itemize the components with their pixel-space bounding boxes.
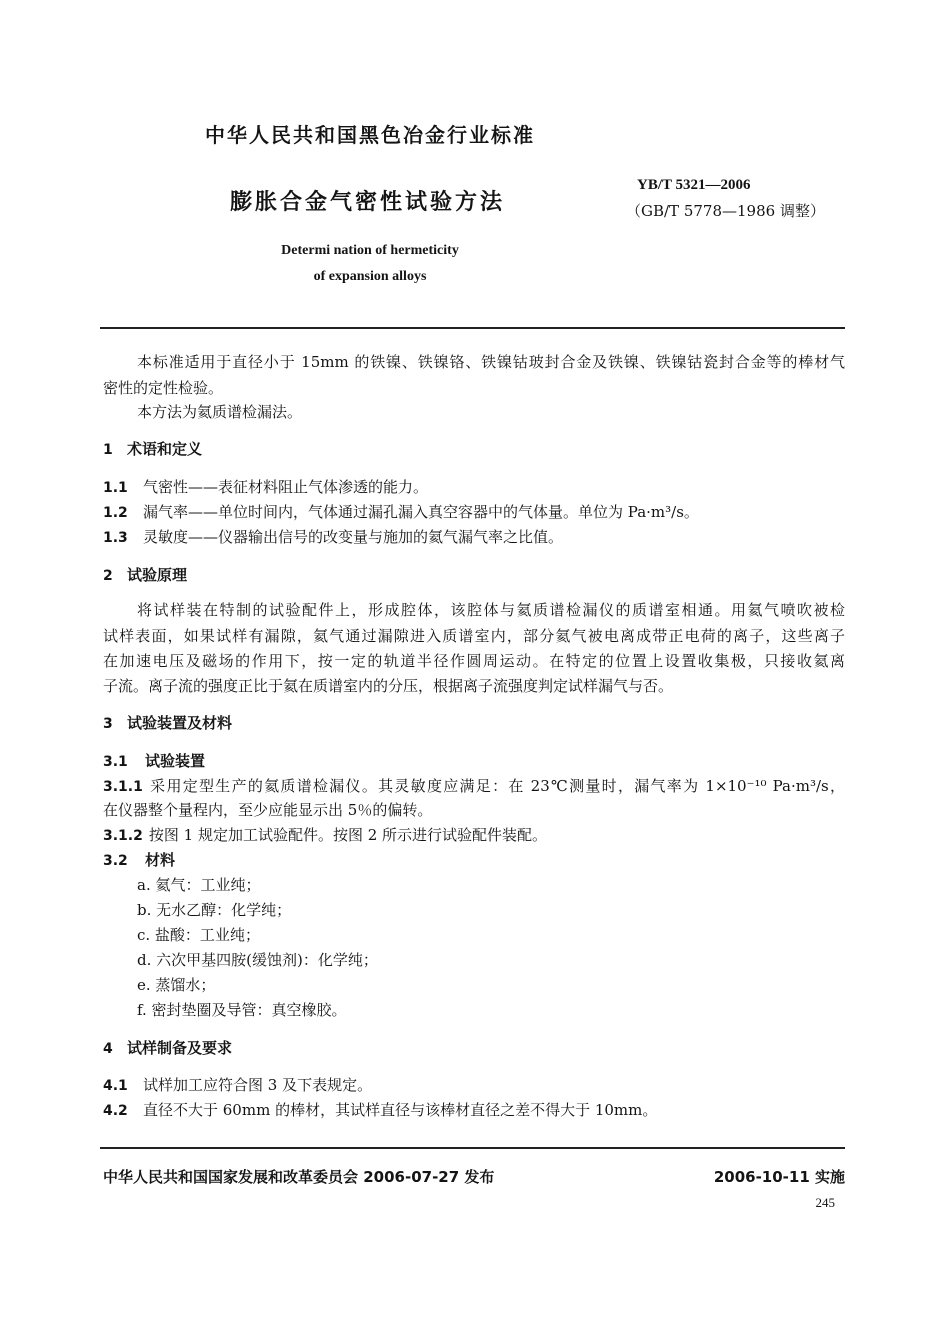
material-item-c: c. 盐酸：工业纯； xyxy=(137,926,260,944)
principle-line1: 将试样装在特制的试验配件上，形成腔体，该腔体与氦质谱检漏仪的质谱室相通。用氦气喷吹被检 xyxy=(137,601,845,619)
clause-text: 按图 1 规定加工试验配件。按图 2 所示进行试验配件装配。 xyxy=(148,826,548,844)
page-number: 245 xyxy=(815,1195,835,1210)
subsection-3-2-heading xyxy=(103,850,845,871)
principle-line4: 子流。离子流的强度正比于氦在质谱室内的分压，根据离子流强度判定试样漏气与否。 xyxy=(103,677,674,695)
clause-number: 4.1 xyxy=(103,1078,128,1094)
clause-text: 漏气率——单位时间内，气体通过漏孔漏入真空容器中的气体量。单位为 Pa·m³/s。 xyxy=(143,503,699,521)
subsection-number: 3.2 xyxy=(103,853,128,869)
section-title: 试验装置及材料 xyxy=(127,714,233,732)
clause-1-2 xyxy=(103,502,845,523)
clause-number: 3.1.1 xyxy=(103,779,143,795)
clause-text: 直径不大于 60mm 的棒材，其试样直径与该棒材直径之差不得大于 10mm。 xyxy=(143,1101,658,1119)
clause-1-1 xyxy=(103,477,845,498)
clause-3-1-1-line1 xyxy=(103,776,845,797)
subsection-3-1-heading xyxy=(103,751,845,772)
clause-text: 灵敏度——仪器输出信号的改变量与施加的氦气漏气率之比值。 xyxy=(143,528,564,546)
clause-4-1 xyxy=(103,1075,845,1096)
subsection-title: 试验装置 xyxy=(145,752,206,770)
effective-date: 2006-10-11 实施 xyxy=(713,1168,845,1186)
clause-number: 4.2 xyxy=(103,1103,128,1119)
issue-info: 中华人民共和国国家发展和改革委员会 2006-07-27 发布 xyxy=(103,1168,495,1186)
clause-3-1-1-line2: 在仪器整个量程内，至少应能显示出 5％的偏转。 xyxy=(103,801,433,819)
section-number: 2 xyxy=(103,568,113,584)
section-1-heading xyxy=(103,439,845,460)
intro-paragraph-line2: 密性的定性检验。 xyxy=(103,379,224,397)
material-item-b: b. 无水乙醇：化学纯； xyxy=(137,901,292,919)
material-item-e: e. 蒸馏水； xyxy=(137,976,216,994)
clause-3-1-2 xyxy=(103,825,845,846)
standard-code: YB/T 5321—2006 xyxy=(637,177,751,193)
section-4-heading xyxy=(103,1038,845,1059)
material-item-a: a. 氦气：工业纯； xyxy=(137,876,261,894)
header-divider xyxy=(100,327,845,329)
section-number: 1 xyxy=(103,442,113,458)
clause-text: 试样加工应符合图 3 及下表规定。 xyxy=(143,1076,373,1094)
section-title: 试验原理 xyxy=(127,566,188,584)
section-2-heading xyxy=(103,565,845,586)
clause-number: 3.1.2 xyxy=(103,828,143,844)
material-item-d: d. 六次甲基四胺(缓蚀剂)：化学纯； xyxy=(137,951,378,969)
section-title: 试样制备及要求 xyxy=(127,1039,233,1057)
footer-divider xyxy=(100,1147,845,1149)
clause-number: 1.3 xyxy=(103,530,128,546)
section-3-heading xyxy=(103,713,845,734)
english-title-line1: Determi nation of hermeticity xyxy=(281,243,459,258)
subsection-title: 材料 xyxy=(145,851,176,869)
clause-text: 气密性——表征材料阻止气体渗透的能力。 xyxy=(143,478,429,496)
english-title-line2: of expansion alloys xyxy=(313,269,427,284)
intro-paragraph-line1: 本标准适用于直径小于 15mm 的铁镍、铁镍铬、铁镍钴玻封合金及铁镍、铁镍钴瓷封合金等的棒材气 xyxy=(137,353,845,371)
section-number: 3 xyxy=(103,716,113,732)
document-title: 膨胀合金气密性试验方法 xyxy=(230,190,506,215)
material-item-f: f. 密封垫圈及导管：真空橡胶。 xyxy=(137,1001,347,1019)
subsection-number: 3.1 xyxy=(103,754,128,770)
clause-4-2 xyxy=(103,1100,845,1121)
intro-method: 本方法为氦质谱检漏法。 xyxy=(137,403,303,421)
principle-line3: 在加速电压及磁场的作用下，按一定的轨道半径作圆周运动。在特定的位置上设置收集极，只接收氦离 xyxy=(103,652,845,670)
principle-line2: 试样表面，如果试样有漏隙，氦气通过漏隙进入质谱室内，部分氦气被电离成带正电荷的离子，这些离子 xyxy=(103,627,845,645)
clause-number: 1.1 xyxy=(103,480,128,496)
replaced-standard: （GB/T 5778—1986 调整） xyxy=(626,202,825,220)
section-number: 4 xyxy=(103,1041,113,1057)
clause-text: 采用定型生产的氦质谱检漏仪。其灵敏度应满足：在 23℃测量时，漏气率为 1×10⁻¹⁰ Pa·m³/s， xyxy=(148,777,845,795)
standard-category: 中华人民共和国黑色冶金行业标准 xyxy=(205,123,535,147)
section-title: 术语和定义 xyxy=(127,440,203,458)
clause-1-3 xyxy=(103,527,845,548)
clause-number: 1.2 xyxy=(103,505,128,521)
